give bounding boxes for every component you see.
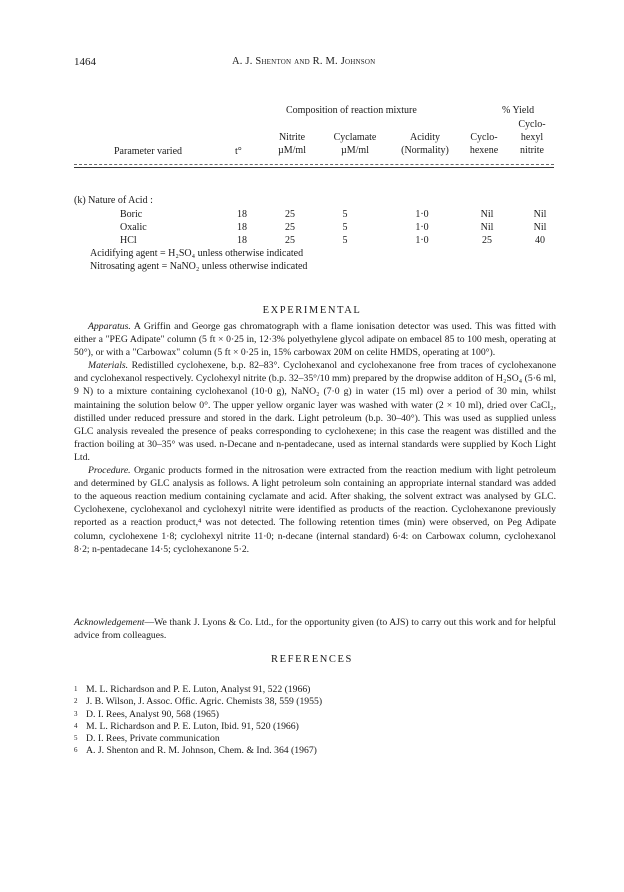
reference-item (74, 733, 554, 745)
table-cell-t: 18 (237, 222, 247, 233)
text-span: Apparatus. (88, 321, 131, 332)
section-title-experimental: EXPERIMENTAL (262, 305, 362, 316)
table-cell-acidity: 1·0 (415, 222, 429, 233)
table-header-rule-solid (74, 167, 554, 168)
text-span: Materials. (88, 360, 129, 372)
table-cell-cyclamate: 5 (342, 209, 348, 220)
experimental-body (74, 320, 556, 556)
col-header-cyclamate (325, 131, 385, 157)
table-cell-nitrite: 25 (285, 235, 295, 246)
table-header-rule (74, 164, 554, 165)
table-cell-t: 18 (237, 209, 247, 220)
col-header-temperature: t° (235, 146, 242, 157)
text-span: hexyl (520, 132, 544, 143)
reference-item (74, 721, 554, 733)
text-span: 1 (74, 685, 78, 693)
table-cell-cyclohexene: Nil (480, 209, 494, 220)
table-cell-param: Boric (120, 209, 143, 220)
col-header-cyclohexyl-nitrite (510, 118, 554, 157)
text-span: 4 (74, 721, 78, 730)
text-span: M. L. Richardson and P. E. Luton, Analyst 91, 522 (1966) (86, 684, 311, 695)
text-span: nitrite (520, 145, 544, 156)
reference-list (74, 684, 554, 758)
text-span: D. I. Rees, Private communication (86, 733, 220, 745)
page-number: 1464 (74, 56, 96, 68)
col-header-parameter: Parameter varied (114, 146, 183, 157)
table-cell-acidity: 1·0 (415, 235, 429, 246)
table-cell-cyclamate: 5 (342, 222, 348, 233)
table-cell-cyclohexyl: Nil (533, 222, 547, 233)
text-span: D. I. Rees, Analyst 90, 568 (1965) (86, 708, 219, 720)
text-span: Organic products formed in the nitrosation were extracted from the reaction medium with light petroleum and determined by GLC analysis as follows. A light petroleum soln containing an appropriate internal standard was added to the aqueous reaction medium containing cyclamate and acid. After shaking, the solvent extract was analysed by GLC. Cyclohexene, cyclohexanol and cyclohexyl nitrite were identified as products of the reaction. Cyclohexanone previously reported as a reaction product,⁴ was not detected. The following retention times (min) were observed, on Peg Adipate column, cyclohexene 1·8; cyclohexyl nitrite 11·0; n-decane (internal standard) 6·4: on Carbowax column, cyclohexanol 8·2; n-pentadecane 14·5; cyclohexanone 5·2. (74, 465, 557, 555)
table-cell-acidity: 1·0 (415, 209, 429, 220)
text-span: hexene (469, 145, 499, 156)
text-span: 2 (74, 697, 78, 706)
text-span: Redistilled cyclohexene, b.p. 82–83°. Cyclohexanol and cyclohexanone free from traces of cyclohexanone and cyclohexanol respectively. Cyclohexyl nitrite (b.p. 32–35°/10 mm) prepared by the dropwise additon of H₂SO₄ (5·6 ml, 9 N) to a mixture containing cyclohexanol (10·0 g), NaNO₂ (7·0 g) in water (15 ml) over a period of 30 min, whilst maintaining the solution below 0°. The upper yellow organic layer was washed with water (2 × 10 ml), dried over CaCl₂, distilled under reduced pressure and stored in the dark. Light petroleum (b.p. 30–40°). This was used as supplied unless GLC analysis revealed the presence of peaks corresponding to cyclohexene; in this case the reagent was distilled and the fraction boiling at 30–35° was used. n-Decane and n-pentadecane, used as internal standards were supplied by Koch Light Ltd. (74, 360, 556, 463)
reference-item (74, 684, 554, 696)
text-span: Cyclamate (333, 132, 377, 143)
table-note: Nitrosating agent = NaNO₂ unless otherwise indicated (90, 261, 308, 272)
paragraph-apparatus (74, 320, 556, 359)
table-body (74, 208, 556, 248)
text-span: Cyclo- (518, 119, 546, 130)
text-span: Procedure. (88, 465, 131, 477)
acknowledgement (74, 616, 556, 642)
col-header-nitrite (270, 131, 314, 157)
table-cell-t: 18 (237, 235, 247, 246)
table-cell-nitrite: 25 (285, 222, 295, 233)
col-header-cyclohexene (462, 131, 506, 157)
text-span: 6 (74, 746, 78, 755)
text-span: µM/ml (341, 145, 369, 156)
text-span: A. J. Shenton and R. M. Johnson, Chem. & Ind. 364 (1967) (86, 745, 317, 757)
table-section-label: (k) Nature of Acid : (74, 195, 153, 206)
text-span: A Griffin and George gas chromatograph with a flame ionisation detector was used. This was fitted with either a "PEG Adipate" column (5 ft × 0·25 in, 12·3% polyethylene glycol adipate on embacel 85 to 100 mesh, operating at 50°), or with a "Carbowax" column (5 ft × 0·25 in, 15% carbowax 20M on celite HMDS, operating at 100°). (74, 321, 556, 359)
table-cell-param: HCl (120, 235, 137, 246)
text-span: 5 (74, 734, 78, 743)
reference-item (74, 745, 554, 757)
table-cell-cyclohexene: 25 (482, 235, 492, 246)
text-span: 3 (74, 709, 78, 718)
table-note: Acidifying agent = H₂SO₄ unless otherwise indicated (90, 248, 304, 259)
paragraph-procedure (74, 464, 556, 556)
text-span: —We thank J. Lyons & Co. Ltd., for the opportunity given (to AJS) to carry out this work and for helpful advice from colleagues. (74, 617, 556, 642)
col-header-acidity (390, 131, 460, 157)
text-span: µM/ml (278, 145, 306, 156)
table-cell-nitrite: 25 (285, 209, 295, 220)
text-span: (Normality) (401, 145, 449, 156)
table-cell-param: Oxalic (120, 222, 147, 233)
table-group-header-composition: Composition of reaction mixture (286, 105, 417, 116)
paragraph-materials (74, 359, 556, 464)
text-span: Nitrite (278, 132, 306, 143)
text-span: M. L. Richardson and P. E. Luton, Ibid. 91, 520 (1966) (86, 720, 299, 732)
table-cell-cyclohexyl: 40 (535, 235, 545, 246)
table-group-header-yield: % Yield (502, 105, 535, 116)
reference-item (74, 709, 554, 721)
text-span: Acknowledgement (74, 617, 145, 628)
table-cell-cyclohexene: Nil (480, 222, 494, 233)
section-title-references: REFERENCES (271, 654, 353, 665)
text-span: J. B. Wilson, J. Assoc. Offic. Agric. Chemists 38, 559 (1955) (86, 696, 323, 708)
text-span: Acidity (410, 132, 440, 143)
table-cell-cyclohexyl: Nil (533, 209, 547, 220)
table-cell-cyclamate: 5 (342, 235, 348, 246)
reference-item (74, 696, 554, 708)
text-span: Cyclo- (470, 132, 498, 143)
running-head: A. J. Shenton and R. M. Johnson (232, 56, 376, 67)
